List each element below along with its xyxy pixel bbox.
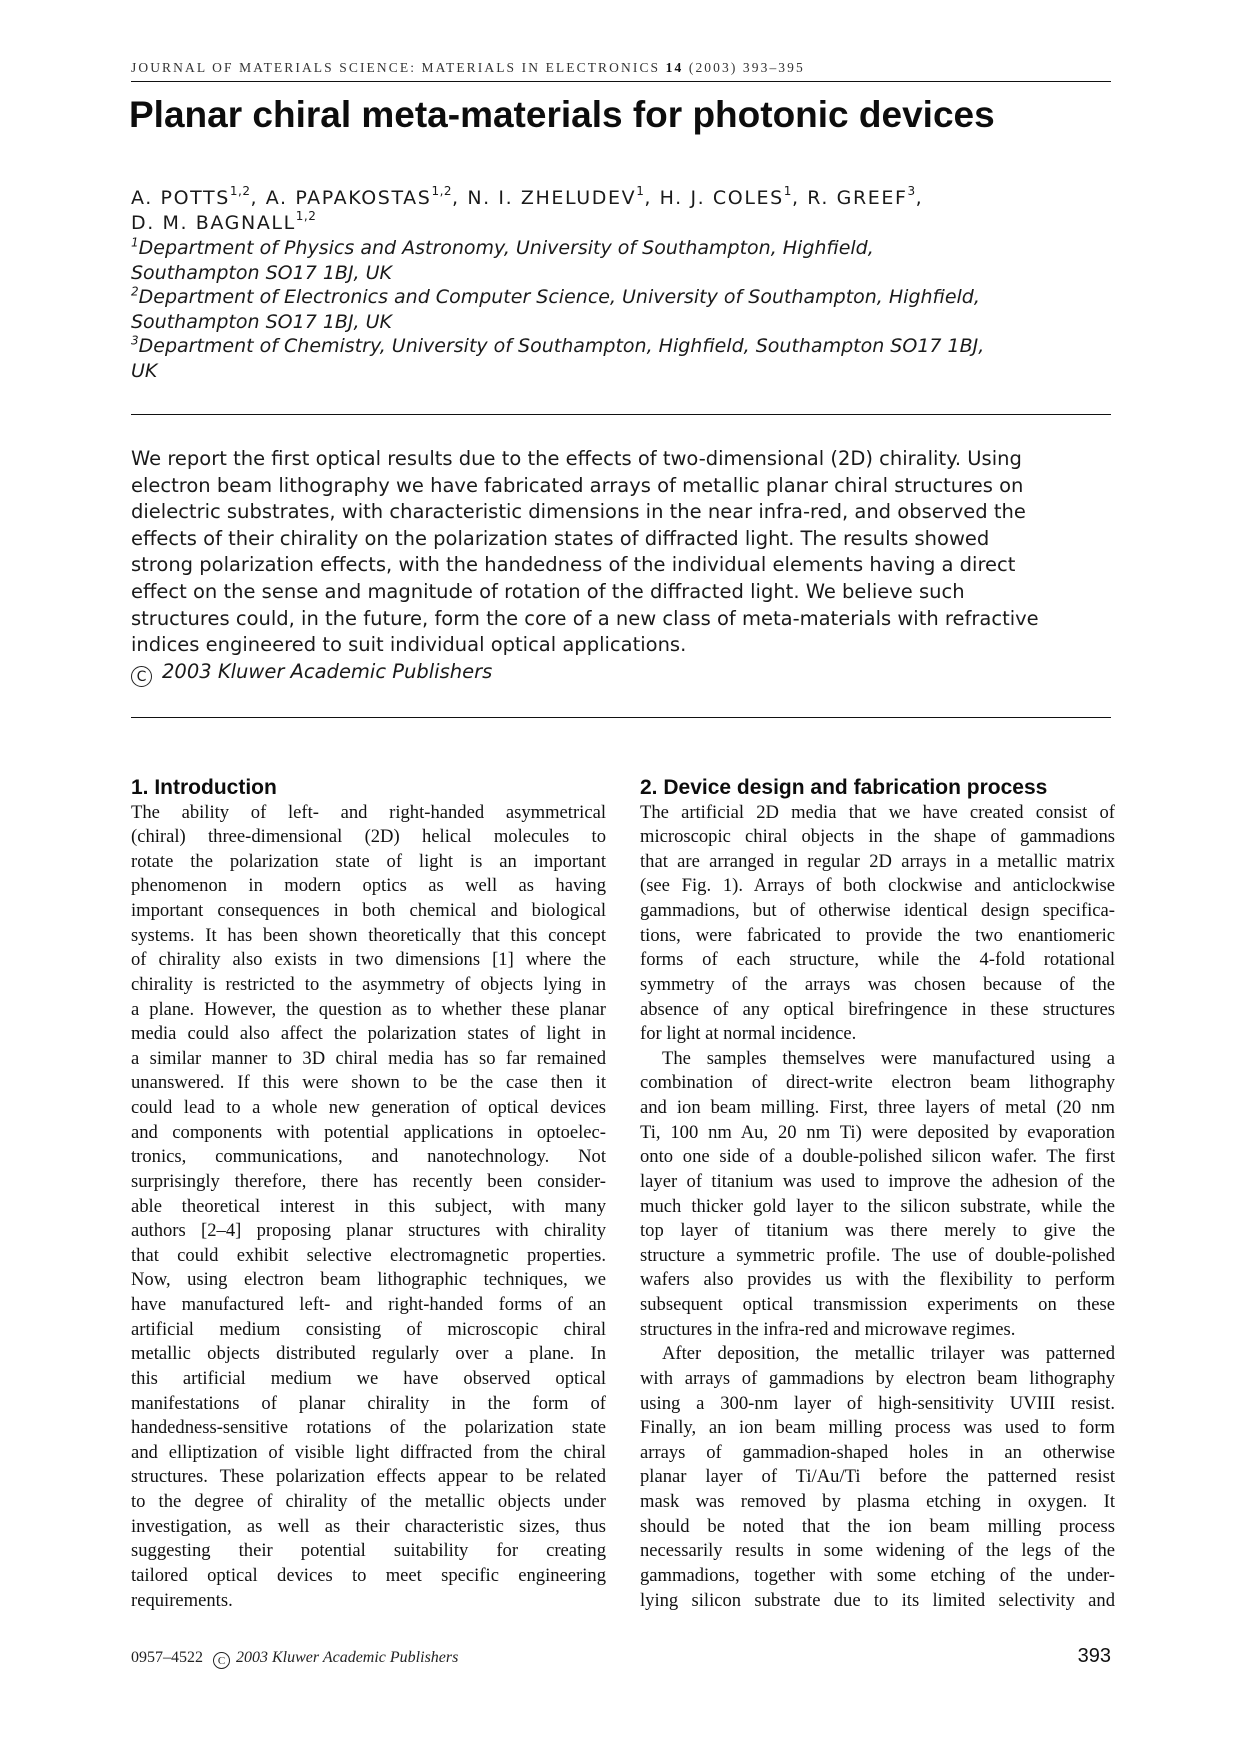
text-line: necessarily results in some widening of the legs of the — [640, 1540, 1115, 1562]
author-affiliation-mark: 3 — [907, 183, 916, 198]
text-line: structure a symmetric profile. The use of double-polished — [640, 1244, 1115, 1266]
author: R. GREEF — [807, 187, 908, 209]
text-line: The ability of left- and right-handed asymmetrical — [131, 801, 606, 823]
article-title: Planar chiral meta-materials for photonic devices — [129, 94, 995, 135]
author-affiliation-mark: 1,2 — [229, 183, 251, 198]
text-line: symmetry of the arrays was chosen because of the — [640, 973, 1115, 995]
text-line: structures. These polarization effects appear to be related — [131, 1466, 606, 1488]
author-list — [131, 183, 1116, 236]
affiliation-3-cont — [131, 359, 1116, 384]
text-line: top layer of titanium was there merely to give the — [640, 1220, 1115, 1242]
affiliation-1 — [131, 236, 1116, 261]
text-line: a plane. However, the question as to whether these planar — [131, 998, 606, 1020]
text-line: tailored optical devices to meet specific engineering — [131, 1564, 606, 1586]
text-line: Now, using electron beam lithographic techniques, we — [131, 1269, 606, 1291]
affiliation-text: UK — [131, 359, 158, 382]
device-design-section — [640, 776, 1115, 1613]
affiliation-text: Department of Electronics and Computer Science, University of Southampton, Highfield, — [138, 286, 980, 309]
text-line: arrays of gammadion-shaped holes in an otherwise — [640, 1441, 1115, 1463]
text-line: tions, were fabricated to provide the two enantiomeric — [640, 924, 1115, 946]
text-line: surprisingly therefore, there has recently been consider- — [131, 1170, 606, 1192]
author-separator: , — [250, 187, 266, 209]
text-line: of chirality also exists in two dimensions [1] where the — [131, 949, 606, 971]
text-line: for light at normal incidence. — [640, 1023, 857, 1045]
abstract-line: dielectric substrates, with characteristic dimensions in the near infra-red, and observed the — [131, 500, 1026, 524]
introduction-section — [131, 776, 606, 1613]
text-line: mask was removed by plasma etching in oxygen. It — [640, 1491, 1115, 1513]
abstract-line: structures could, in the future, form the core of a new class of meta-materials with refractive — [131, 606, 1039, 630]
text-line: unanswered. If this were shown to be the case then it — [131, 1072, 606, 1094]
text-line: that could exhibit selective electromagnetic properties. — [131, 1244, 606, 1266]
journal-name: JOURNAL OF MATERIALS SCIENCE: MATERIALS IN ELECTRONICS — [131, 60, 661, 75]
author-separator: , — [915, 187, 924, 209]
text-line: with arrays of gammadions by electron beam lithography — [640, 1367, 1115, 1389]
copyright-icon: C — [213, 1652, 230, 1669]
text-line: tronics, communications, and nanotechnology. Not — [131, 1146, 606, 1168]
section-heading-device-design: 2. Device design and fabrication process — [640, 776, 1048, 799]
text-line: systems. It has been shown theoretically that this concept — [131, 924, 606, 946]
header-rule — [131, 81, 1111, 82]
affiliation-number: 3 — [131, 334, 139, 349]
affiliation-3 — [131, 334, 1116, 359]
text-line: this artificial medium we have observed optical — [131, 1367, 606, 1389]
text-line: wafers also provides us with the flexibility to perform — [640, 1269, 1115, 1291]
abstract-line: We report the first optical results due to the effects of two-dimensional (2D) chirality. Using — [131, 447, 1022, 470]
abstract-line: effect on the sense and magnitude of rotation of the diffracted light. We believe such — [131, 579, 965, 603]
journal-year-pages: (2003) 393–395 — [688, 60, 805, 75]
page-number: 393 — [1077, 1645, 1111, 1667]
author: D. M. BAGNALL — [131, 212, 296, 234]
affiliation-number: 2 — [131, 284, 139, 299]
text-line: lying silicon substrate due to its limited selectivity and — [640, 1589, 1115, 1611]
text-line: much thicker gold layer to the silicon substrate, while the — [640, 1195, 1115, 1217]
text-line: structures in the infra-red and microwave regimes. — [640, 1318, 1016, 1340]
author: A. POTTS — [131, 187, 230, 209]
introduction-body — [131, 801, 606, 1614]
affiliation-text: Southampton SO17 1BJ, UK — [131, 310, 392, 333]
abstract-copyright — [131, 659, 1116, 687]
text-line: and ion beam milling. First, three layers of metal (20 nm — [640, 1097, 1115, 1119]
text-line: combination of direct-write electron beam lithography — [640, 1072, 1115, 1094]
text-line: planar layer of Ti/Au/Ti before the patterned resist — [640, 1466, 1115, 1488]
device-design-body — [640, 801, 1115, 1614]
text-line: could lead to a whole new generation of optical devices — [131, 1097, 606, 1119]
text-line: gammadions, together with some etching of the under- — [640, 1564, 1115, 1586]
text-line: able theoretical interest in this subject, with many — [131, 1195, 606, 1217]
section-heading-introduction: 1. Introduction — [131, 776, 277, 799]
text-line: After deposition, the metallic trilayer was patterned — [662, 1343, 1115, 1365]
text-line: important consequences in both chemical and biological — [131, 900, 606, 922]
text-line: chirality is restricted to the asymmetry of objects lying in — [131, 973, 606, 995]
text-line: authors [2–4] proposing planar structures with chirality — [131, 1220, 606, 1242]
affiliation-list — [131, 236, 1116, 384]
copyright-text: 2003 Kluwer Academic Publishers — [162, 659, 493, 683]
affiliation-2 — [131, 285, 1116, 310]
author: N. I. ZHELUDEV — [467, 187, 637, 209]
text-line: onto one side of a double-polished silicon wafer. The first — [640, 1146, 1115, 1168]
affiliation-text: Department of Physics and Astronomy, University of Southampton, Highfield, — [138, 237, 874, 259]
text-line: handedness-sensitive rotations of the polarization state — [131, 1417, 606, 1439]
affiliation-number: 1 — [131, 235, 139, 250]
author-separator: , — [644, 187, 660, 209]
text-line: forms of each structure, while the 4-fold rotational — [640, 949, 1115, 971]
footer-publisher: 2003 Kluwer Academic Publishers — [236, 1649, 459, 1666]
text-line: investigation, as well as their characteristic sizes, thus — [131, 1515, 606, 1537]
affiliation-1-cont — [131, 261, 1116, 286]
text-line: artificial medium consisting of microscopic chiral — [131, 1318, 606, 1340]
text-line: should be noted that the ion beam milling process — [640, 1515, 1115, 1537]
affiliation-text: Department of Chemistry, University of Southampton, Highfield, Southampton SO17 1BJ, — [138, 335, 985, 358]
text-line: requirements. — [131, 1589, 233, 1611]
journal-volume: 14 — [665, 60, 684, 75]
text-line: gammadions, but of otherwise identical design specifica- — [640, 900, 1115, 922]
author-affiliation-mark: 1,2 — [295, 208, 317, 223]
abstract-line: electron beam lithography we have fabricated arrays of metallic planar chiral structures on — [131, 473, 1024, 497]
copyright-icon: C — [131, 666, 152, 687]
text-line: a similar manner to 3D chiral media has so far remained — [131, 1047, 606, 1069]
author: A. PAPAKOSTAS — [265, 187, 432, 209]
author: H. J. COLES — [659, 187, 784, 209]
text-line: (see Fig. 1). Arrays of both clockwise and anticlockwise — [640, 875, 1115, 897]
abstract-line: effects of their chirality on the polarization states of diffracted light. The results showed — [131, 526, 990, 550]
abstract-line: indices engineered to suit individual optical applications. — [131, 633, 687, 657]
text-line: subsequent optical transmission experiments on these — [640, 1294, 1115, 1316]
abstract-bottom-rule — [131, 717, 1111, 718]
author-separator: , — [791, 187, 808, 209]
text-line: to the degree of chirality of the metallic objects under — [131, 1491, 606, 1513]
text-line: The artificial 2D media that we have created consist of — [640, 801, 1115, 823]
text-line: layer of titanium was used to improve the adhesion of the — [640, 1170, 1115, 1192]
abstract-top-rule — [131, 414, 1111, 415]
text-line: using a 300-nm layer of high-sensitivity UVIII resist. — [640, 1392, 1115, 1414]
abstract — [131, 446, 1116, 687]
text-line: The samples themselves were manufactured using a — [662, 1047, 1115, 1069]
author-affiliation-mark: 1 — [783, 183, 792, 198]
author-separator: , — [452, 187, 468, 209]
text-line: that are arranged in regular 2D arrays in a metallic matrix — [640, 850, 1115, 872]
issn: 0957–4522 — [131, 1649, 203, 1666]
text-line: (chiral) three-dimensional (2D) helical molecules to — [131, 826, 606, 848]
text-line: rotate the polarization state of light is an important — [131, 850, 606, 872]
text-line: and elliptization of visible light diffracted from the chiral — [131, 1441, 606, 1463]
author-affiliation-mark: 1 — [636, 183, 645, 198]
text-line: microscopic chiral objects in the shape of gammadions — [640, 826, 1115, 848]
text-line: metallic objects distributed regularly over a plane. In — [131, 1343, 606, 1365]
text-line: Ti, 100 nm Au, 20 nm Ti) were deposited by evaporation — [640, 1121, 1115, 1143]
abstract-line: strong polarization effects, with the handedness of the individual elements having a direct — [131, 553, 1016, 577]
text-line: absence of any optical birefringence in these structures — [640, 998, 1115, 1020]
author-affiliation-mark: 1,2 — [431, 183, 453, 198]
text-line: manifestations of planar chirality in the form of — [131, 1392, 606, 1414]
author-line-2 — [131, 208, 1116, 236]
text-line: media could also affect the polarization states of light in — [131, 1023, 606, 1045]
affiliation-text: Southampton SO17 1BJ, UK — [131, 261, 392, 284]
author-line-1 — [131, 183, 1116, 211]
footer-issn-copyright — [131, 1649, 458, 1669]
text-line: suggesting their potential suitability for creating — [131, 1540, 606, 1562]
affiliation-2-cont — [131, 310, 1116, 335]
text-line: have manufactured left- and right-handed forms of an — [131, 1294, 606, 1316]
text-line: and components with potential applications in optoelec- — [131, 1121, 606, 1143]
running-head — [131, 60, 1111, 76]
text-line: Finally, an ion beam milling process was used to form — [640, 1417, 1115, 1439]
text-line: phenomenon in modern optics as well as having — [131, 875, 606, 897]
